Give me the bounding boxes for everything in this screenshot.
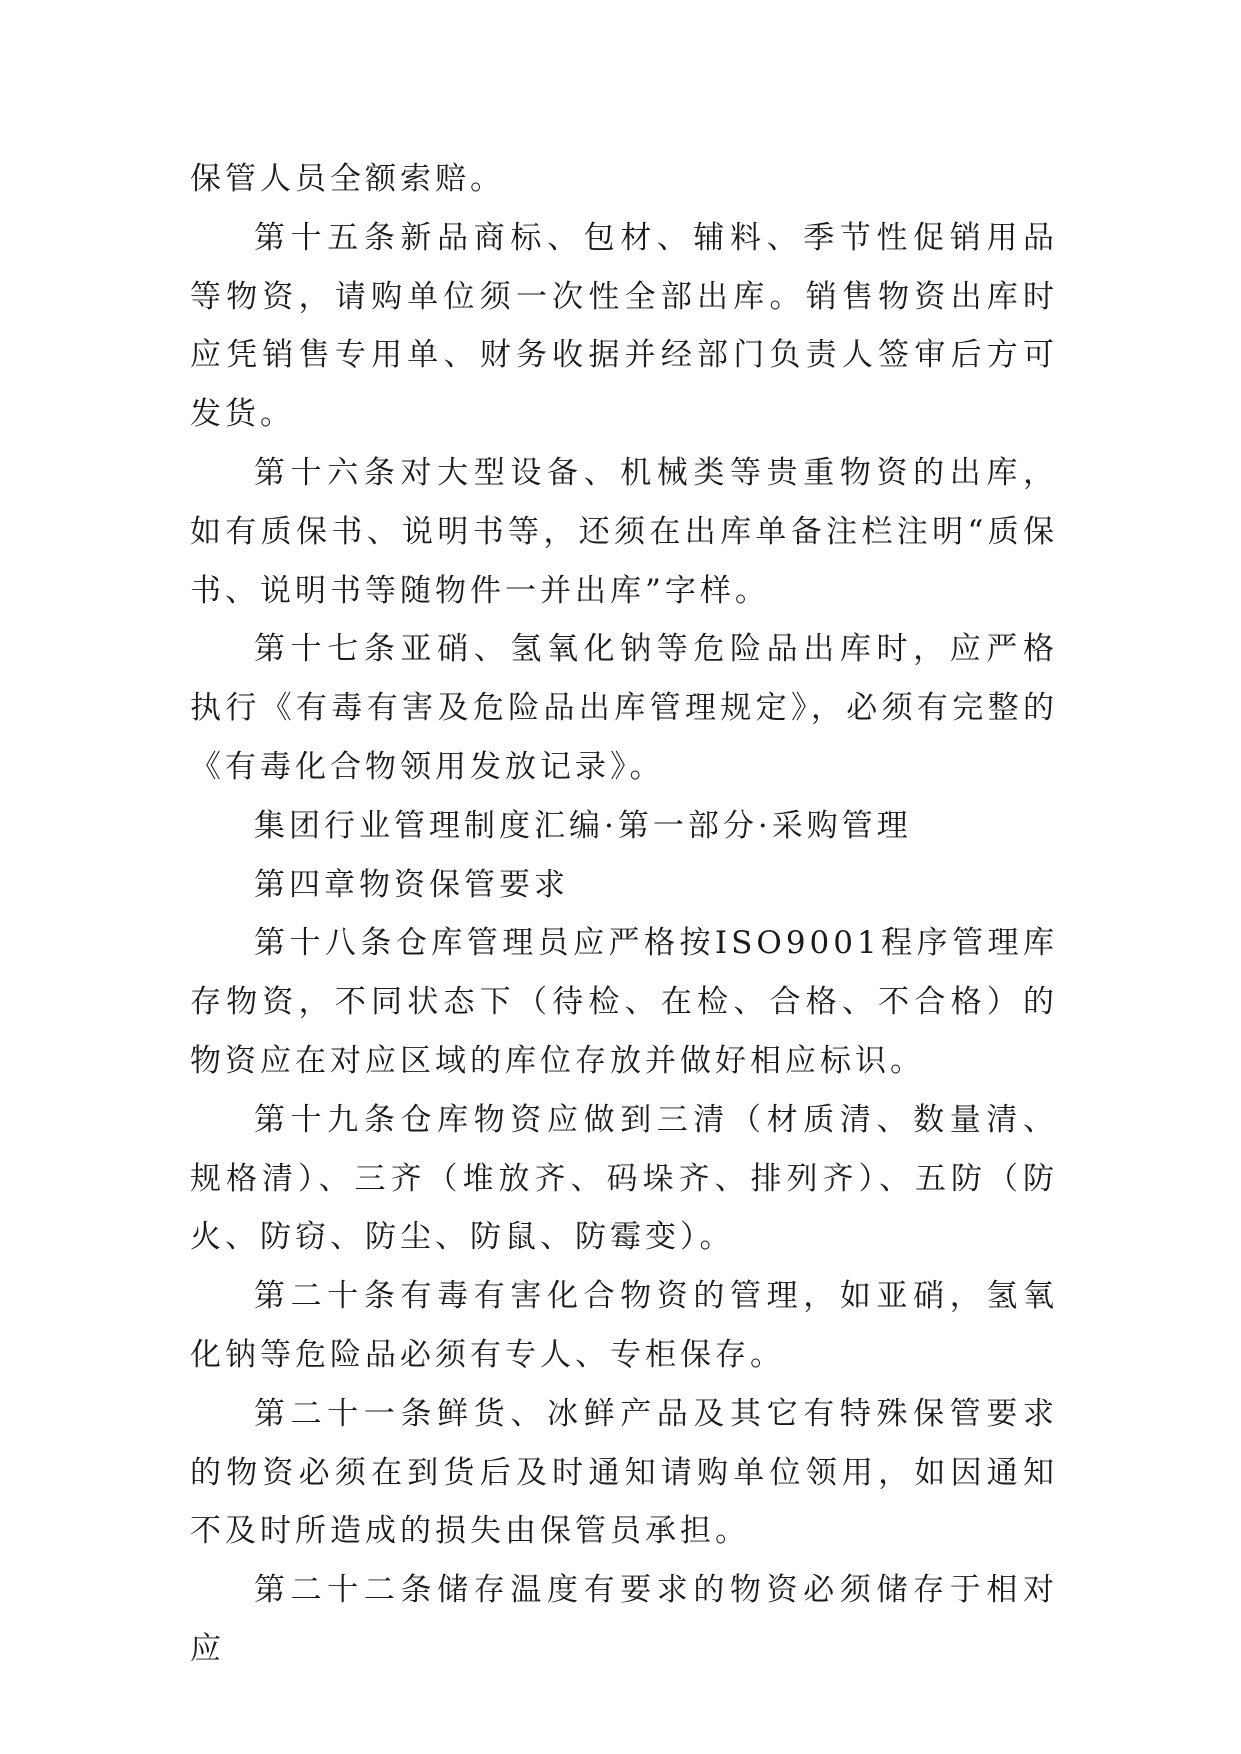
chapter-heading: 第四章物资保管要求 — [254, 866, 569, 903]
paragraph-article-15: 第十五条新品商标、包材、辅料、季节性促销用品等物资，请购单位须一次性全部出库。销售物资出库时应凭销售专用单、财务收据并经部门负责人签审后方可发货。 — [190, 219, 1058, 433]
paragraph-article-16: 第十六条对大型设备、机械类等贵重物资的出库，如有质保书、说明书等，还须在出库单备注栏注明“质保书、说明书等随物件一并出库”字样。 — [190, 454, 1058, 609]
document-body — [190, 150, 1058, 1679]
paragraph-article-20: 第二十条有毒有害化合物资的管理，如亚硝，氢氧化钠等危险品必须有专人、专柜保存。 — [190, 1278, 1058, 1373]
paragraph-article-17: 第十七条亚硝、氢氧化钠等危险品出库时，应严格执行《有毒有害及危险品出库管理规定》，必须有完整的《有毒化合物领用发放记录》。 — [190, 631, 1058, 785]
paragraph-article-22: 第二十二条储存温度有要求的物资必须储存于相对应 — [190, 1572, 1058, 1667]
paragraph-article-19: 第十九条仓库物资应做到三清（材质清、数量清、规格清）、三齐（堆放齐、码垛齐、排列齐）、五防（防火、防窃、防尘、防鼠、防霉变）。 — [190, 1101, 1058, 1256]
running-header-text: 集团行业管理制度汇编·第一部分·采购管理 — [254, 807, 912, 844]
paragraph-article-18: 第十八条仓库管理员应严格按ISO9001程序管理库存物资，不同状态下（待检、在检、合格、不合格）的物资应在对应区域的库位存放并做好相应标识。 — [190, 925, 1058, 1079]
paragraph-continuation: 保管人员全额索赔。 — [190, 161, 505, 197]
paragraph-article-21: 第二十一条鲜货、冰鲜产品及其它有特殊保管要求的物资必须在到货后及时通知请购单位领用，如因通知不及时所造成的损失由保管员承担。 — [190, 1395, 1058, 1550]
